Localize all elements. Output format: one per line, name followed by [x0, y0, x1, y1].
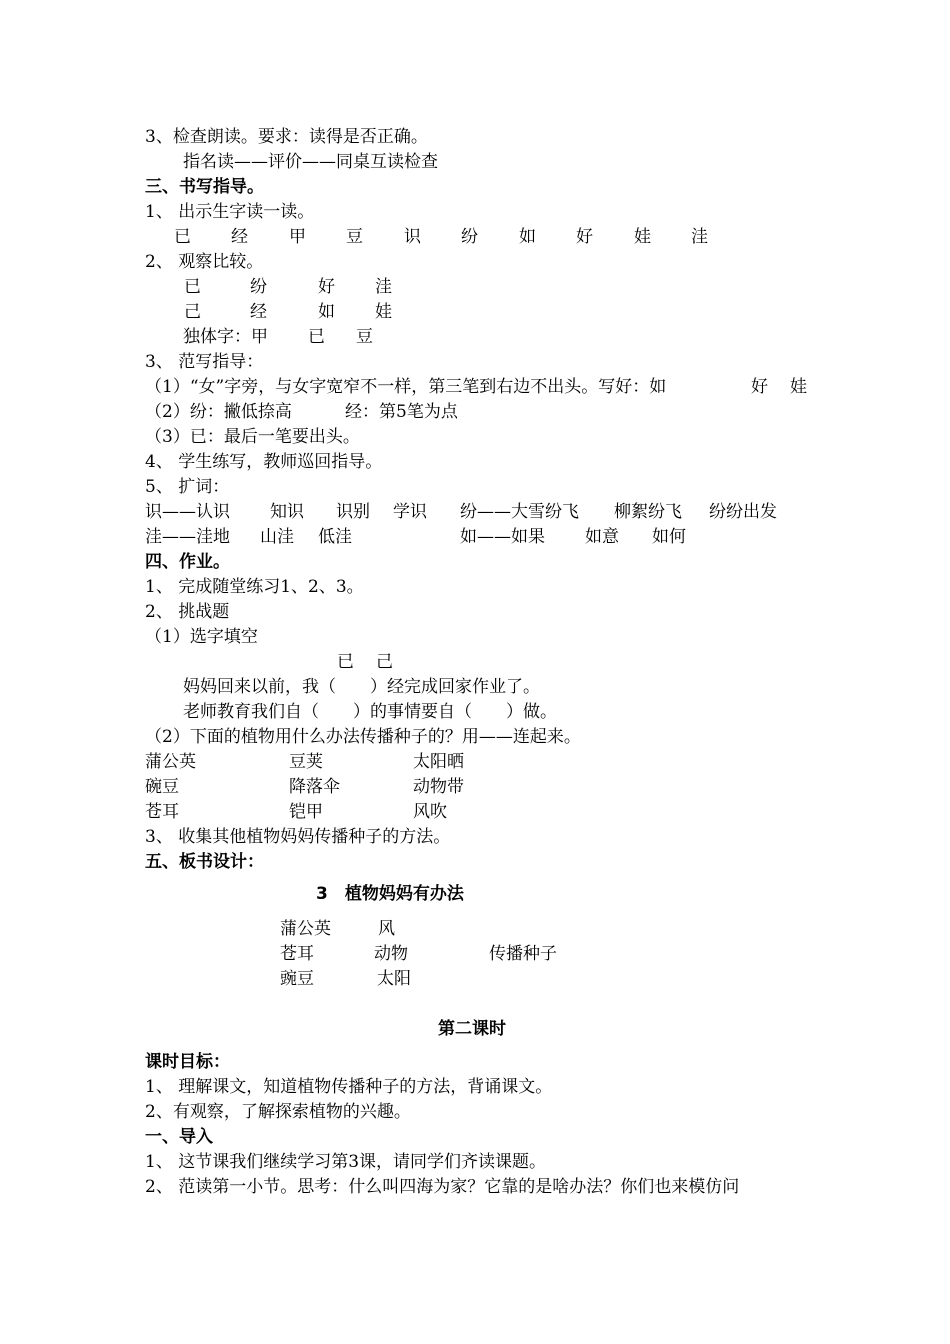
char-item: 已	[174, 227, 191, 247]
fen-note: （2）纷：撇低捺高	[145, 402, 292, 422]
char-item: 豆	[346, 227, 363, 247]
expansion-word: 识——认识	[145, 502, 230, 522]
char-item: 经	[231, 227, 248, 247]
board-plant: 蒲公英	[280, 919, 331, 939]
expansion-word: 知识	[270, 502, 304, 522]
compare-char: 洼	[375, 277, 392, 297]
compare-char: 纷	[250, 277, 267, 297]
radical-char: 娃	[790, 377, 807, 397]
char-item: 纷	[461, 227, 478, 247]
line-practice-exercises: 1、 完成随堂练习1、2、3。	[145, 577, 364, 597]
expansion-word: 纷——大雪纷飞	[460, 502, 579, 522]
match-cell: 豆荚	[289, 752, 323, 772]
match-cell: 苍耳	[145, 802, 179, 822]
heading-board-design: 五、板书设计：	[145, 852, 264, 872]
expansion-word: 纷纷出发	[709, 502, 777, 522]
line-model-writing: 3、 范写指导：	[145, 352, 264, 372]
expansion-word: 如何	[652, 527, 686, 547]
board-method: 动物	[374, 944, 408, 964]
match-cell: 风吹	[413, 802, 447, 822]
char-item: 如	[519, 227, 536, 247]
fill-sentence-2: 老师教育我们自（ ）的事情要自（ ）做。	[183, 702, 557, 722]
compare-char: 已	[184, 277, 201, 297]
board-side-label: 传播种子	[489, 944, 557, 964]
line-word-expansion: 5、 扩词：	[145, 477, 230, 497]
goal-2: 2、有观察，了解探索植物的兴趣。	[145, 1102, 411, 1122]
expansion-word: 如——如果	[460, 527, 545, 547]
match-cell: 碗豆	[145, 777, 179, 797]
jing-note: 经：第5笔为点	[345, 402, 458, 422]
heading-lesson-goals: 课时目标：	[145, 1052, 230, 1072]
expansion-word: 低洼	[318, 527, 352, 547]
board-title: 3 植物妈妈有办法	[316, 884, 464, 904]
char-item: 好	[576, 227, 593, 247]
match-cell: 铠甲	[289, 802, 323, 822]
char-item: 洼	[691, 227, 708, 247]
compare-char: 好	[318, 277, 335, 297]
expansion-word: 洼——洼地	[145, 527, 230, 547]
board-method: 太阳	[377, 969, 411, 989]
compare-char: 娃	[375, 302, 392, 322]
match-cell: 蒲公英	[145, 752, 196, 772]
char-item: 娃	[634, 227, 651, 247]
choice-char: 已	[337, 652, 354, 672]
expansion-word: 学识	[393, 502, 427, 522]
radical-char: 好	[751, 377, 768, 397]
line-reading-method: 指名读——评价——同桌互读检查	[183, 152, 438, 172]
expansion-word: 如意	[585, 527, 619, 547]
match-cell: 动物带	[413, 777, 464, 797]
single-char: 豆	[356, 327, 373, 347]
fill-sentence-1: 妈妈回来以前，我（ ）经完成回家作业了。	[183, 677, 540, 697]
line-show-characters: 1、 出示生字读一读。	[145, 202, 315, 222]
goal-1: 1、 理解课文，知道植物传播种子的方法，背诵课文。	[145, 1077, 553, 1097]
radical-text: （1）“女”字旁，与女字宽窄不一样，第三笔到右边不出头。写好：如	[145, 377, 667, 397]
line-challenge: 2、 挑战题	[145, 602, 230, 622]
compare-char: 己	[184, 302, 201, 322]
char-item: 甲	[289, 227, 306, 247]
lesson-two-title: 第二课时	[438, 1019, 506, 1039]
line-student-practice: 4、 学生练写，教师巡回指导。	[145, 452, 383, 472]
intro-1: 1、 这节课我们继续学习第3课，请同学们齐读课题。	[145, 1152, 547, 1172]
line-choose-fill: （1）选字填空	[145, 627, 258, 647]
match-cell: 降落伞	[289, 777, 340, 797]
line-check-reading: 3、检查朗读。要求：读得是否正确。	[145, 127, 428, 147]
choice-char: 己	[376, 652, 393, 672]
expansion-word: 柳絮纷飞	[614, 502, 682, 522]
line-ji-note: （3）已：最后一笔要出头。	[145, 427, 360, 447]
expansion-word: 识别	[336, 502, 370, 522]
char-item: 识	[404, 227, 421, 247]
intro-2: 2、 范读第一小节。思考：什么叫四海为家？它靠的是啥办法？你们也来模仿问	[145, 1177, 740, 1197]
single-char: 已	[308, 327, 325, 347]
expansion-word: 山洼	[260, 527, 294, 547]
board-method: 风	[378, 919, 395, 939]
single-char-label: 独体字：甲	[183, 327, 268, 347]
heading-homework: 四、作业。	[145, 552, 230, 572]
heading-introduction: 一、导入	[145, 1127, 213, 1147]
line-collect-methods: 3、 收集其他植物妈妈传播种子的方法。	[145, 827, 451, 847]
board-plant: 苍耳	[280, 944, 314, 964]
heading-writing-guidance: 三、书写指导。	[145, 177, 264, 197]
line-match-plants: （2）下面的植物用什么办法传播种子的？用——连起来。	[145, 727, 581, 747]
compare-char: 如	[318, 302, 335, 322]
line-observe-compare: 2、 观察比较。	[145, 252, 264, 272]
compare-char: 经	[250, 302, 267, 322]
board-plant: 豌豆	[280, 969, 314, 989]
match-cell: 太阳晒	[413, 752, 464, 772]
